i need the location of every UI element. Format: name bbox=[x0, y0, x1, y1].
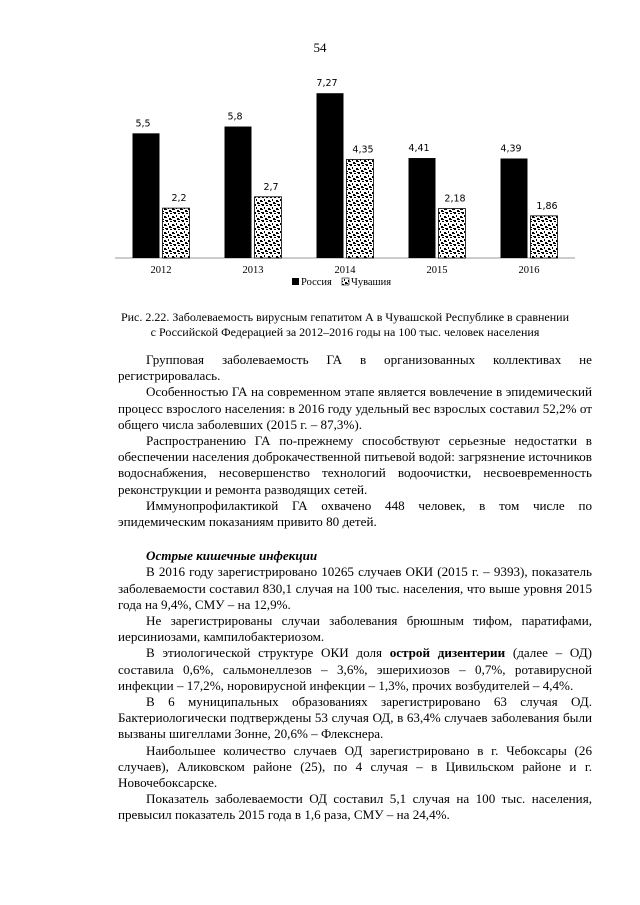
bar-russia bbox=[409, 158, 436, 258]
x-tick-label: 2012 bbox=[150, 265, 172, 276]
bar-chuvashia bbox=[347, 159, 374, 258]
x-tick-label: 2015 bbox=[426, 265, 448, 276]
data-label: 1,86 bbox=[536, 200, 558, 212]
bar-chuvashia bbox=[163, 208, 190, 258]
paragraph: Иммунопрофилактикой ГА охвачено 448 человек, в том числе по эпидемическим показаниям привито 80 детей. bbox=[118, 497, 592, 530]
paragraph: Не зарегистрированы случаи заболевания брюшным тифом, паратифами, иерсиниозами, кампилобактериозом. bbox=[118, 613, 592, 645]
data-label: 7,27 bbox=[316, 78, 338, 90]
caption-line-1: Рис. 2.22. Заболеваемость вирусным гепатитом А в Чувашской Республике в сравнении bbox=[120, 310, 570, 324]
paragraph: Показатель заболеваемости ОД составил 5,1 случая на 100 тыс. населения, превысил показатель 2015 года в 1,6 раза, СМУ – на 24,4%. bbox=[118, 791, 592, 823]
x-tick-label: 2013 bbox=[242, 265, 264, 276]
data-label: 2,18 bbox=[444, 193, 466, 205]
paragraph: Распространению ГА по-прежнему способствуют серьезные недостатки в обеспечении населения доброкачественной питьевой водой: загрязнение источников водоснабжения, несовершенство технологий водоочистки, несвоевременность реконструкции и ремонта разводящих сетей. bbox=[118, 433, 592, 497]
data-label: 4,35 bbox=[352, 144, 374, 156]
body-text bbox=[118, 352, 592, 824]
bold-term: острой дизентерии bbox=[389, 645, 506, 661]
paragraph-text: (далее – ОД) составила 0,6%, сальмонеллезов – 3,6%, эшерихиозов – 0,7%, ротавирусной инфекции – 17,2%, норовирусной инфекции – 1,3%, прочих возбудителей – 4,4%. bbox=[118, 645, 592, 693]
section-heading: Острые кишечные инфекции bbox=[146, 548, 318, 564]
legend-swatch-chuvashia bbox=[342, 278, 349, 285]
figure-caption bbox=[110, 310, 580, 340]
paragraph: В 6 муниципальных образованиях зарегистрировано 63 случая ОД. Бактериологически подтверждены 53 случая ОД, в 63,4% случаев заболевания были вызваны шигеллами Зонне, 20,6% – Флекснера. bbox=[118, 694, 592, 742]
paragraph: Групповая заболеваемость ГА в организованных коллективах не регистрировалась. bbox=[118, 352, 592, 384]
paragraph: Наибольшее количество случаев ОД зарегистрировано в г. Чебоксары (26 случаев), Аликовском районе (25), по 4 случая – в Цивильском районе и г. Новочебоксарске. bbox=[118, 742, 592, 791]
paragraph: Особенностью ГА на современном этапе является вовлечение в эпидемический процесс взрослого населения: в 2016 году удельный вес взрослых составил 52,2% от общего числа заболевших (2015 г. – 87,3%). bbox=[118, 384, 592, 432]
bar-russia bbox=[225, 127, 252, 258]
bar-russia bbox=[133, 133, 160, 258]
bar-chuvashia bbox=[531, 216, 558, 258]
bar-chuvashia bbox=[439, 209, 466, 258]
data-label: 5,5 bbox=[135, 118, 151, 130]
paragraph-text: В этиологической структуре ОКИ доля bbox=[146, 645, 390, 661]
paragraph: В 2016 году зарегистрировано 10265 случаев ОКИ (2015 г. – 9393), показатель заболеваемости составил 830,1 случая на 100 тыс. населения, что выше уровня 2015 года на 9,4%, СМУ – на 12,9%. bbox=[118, 564, 592, 612]
bar-russia bbox=[317, 93, 344, 258]
bar-russia bbox=[501, 158, 528, 258]
legend-label-chuvashia: Чувашия bbox=[351, 277, 392, 288]
data-label: 4,39 bbox=[500, 143, 522, 155]
legend-label-russia: Россия bbox=[301, 277, 332, 288]
bar-chuvashia bbox=[255, 197, 282, 258]
data-label: 2,2 bbox=[171, 193, 187, 205]
caption-line-2: с Российской Федерацией за 2012–2016 годы на 100 тыс. человек населения bbox=[150, 325, 540, 339]
data-label: 2,7 bbox=[263, 181, 279, 193]
x-tick-label: 2016 bbox=[518, 265, 540, 276]
bar-chart bbox=[110, 60, 580, 295]
paragraph bbox=[118, 645, 592, 694]
x-tick-label: 2014 bbox=[334, 265, 356, 276]
data-label: 5,8 bbox=[227, 111, 243, 123]
page-number: 54 bbox=[313, 40, 327, 55]
legend-swatch-russia bbox=[292, 278, 299, 285]
data-label: 4,41 bbox=[408, 143, 430, 155]
